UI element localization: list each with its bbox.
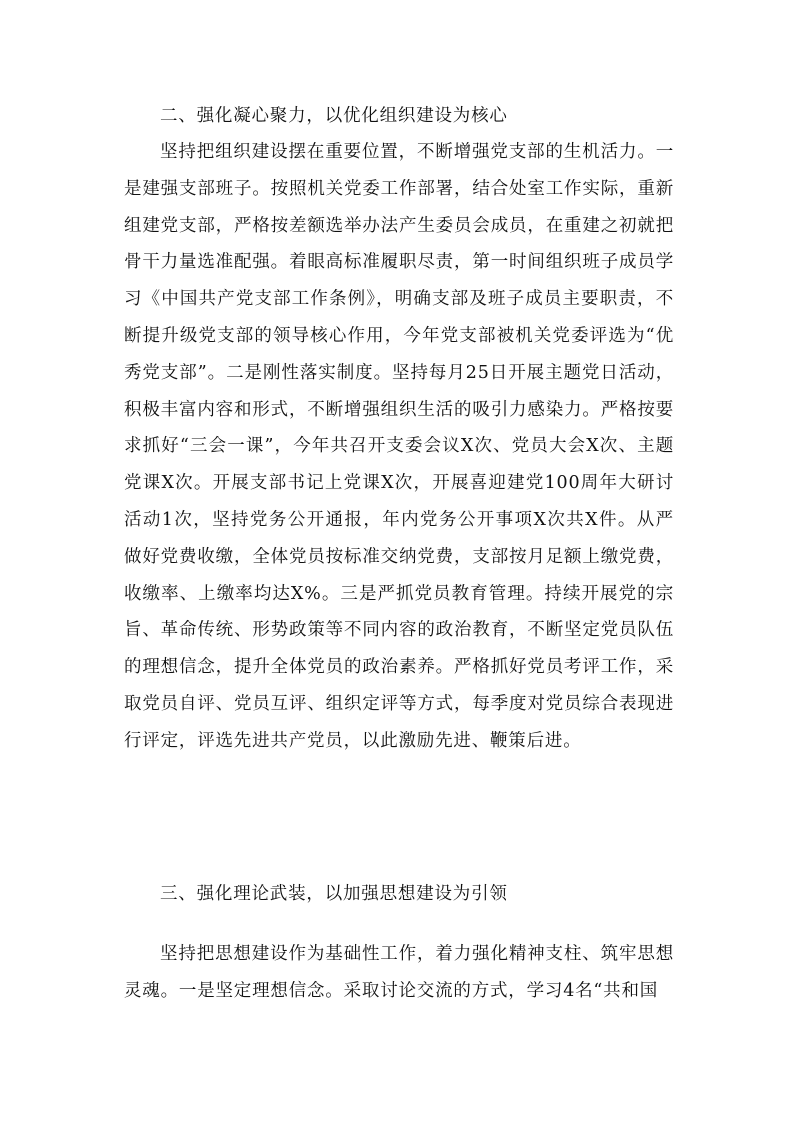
section-paragraph-2: 坚持把组织建设摆在重要位置，不断增强党支部的生机活力。一是建强支部班子。按照机关党委工作部署，结合处室工作实际，重新组建党支部，严格按差额选举办法产生委员会成员，在重建之初就把骨干力量选准配强。着眼高标准履职尽责，第一时间组织班子成员学习《中国共产党支部工作条例》，明确支部及班子成员主要职责，不断提升级党支部的领导核心作用，今年党支部被机关党委评选为“优秀党支部”。二是刚性落实制度。坚持每月25日开展主题党日活动，积极丰富内容和形式，不断增强组织生活的吸引力感染力。严格按要求抓好“三会一课”，今年共召开支委会议X次、党员大会X次、主题党课X次。开展支部书记上党课X次，开展喜迎建党100周年大研讨活动1次，坚持党务公开通报，年内党务公开事项X次共X件。从严做好党费收缴，全体党员按标准交纳党费，支部按月足额上缴党费，收缴率、上缴率均达X%。三是严抓党员教育管理。持续开展党的宗旨、革命传统、形势政策等不同内容的政治教育，不断坚定党员队伍的理想信念，提升全体党员的政治素养。严格抓好党员考评工作，采取党员自评、党员互评、组织定评等方式，每季度对党员综合表现进行评定，评选先进共产党员，以此激励先进、鞭策后进。: [124, 142, 674, 751]
section-body-2: [124, 134, 674, 760]
section-heading-2: 二、强化凝心聚力，以优化组织建设为核心: [160, 106, 508, 126]
section-body-3: [124, 936, 674, 1010]
section-heading-3: 三、强化理论武装，以加强思想建设为引领: [160, 884, 508, 904]
section-paragraph-3: 坚持把思想建设作为基础性工作，着力强化精神支柱、筑牢思想灵魂。一是坚定理想信念。采取讨论交流的方式，学习4名“共和国: [124, 944, 674, 1001]
